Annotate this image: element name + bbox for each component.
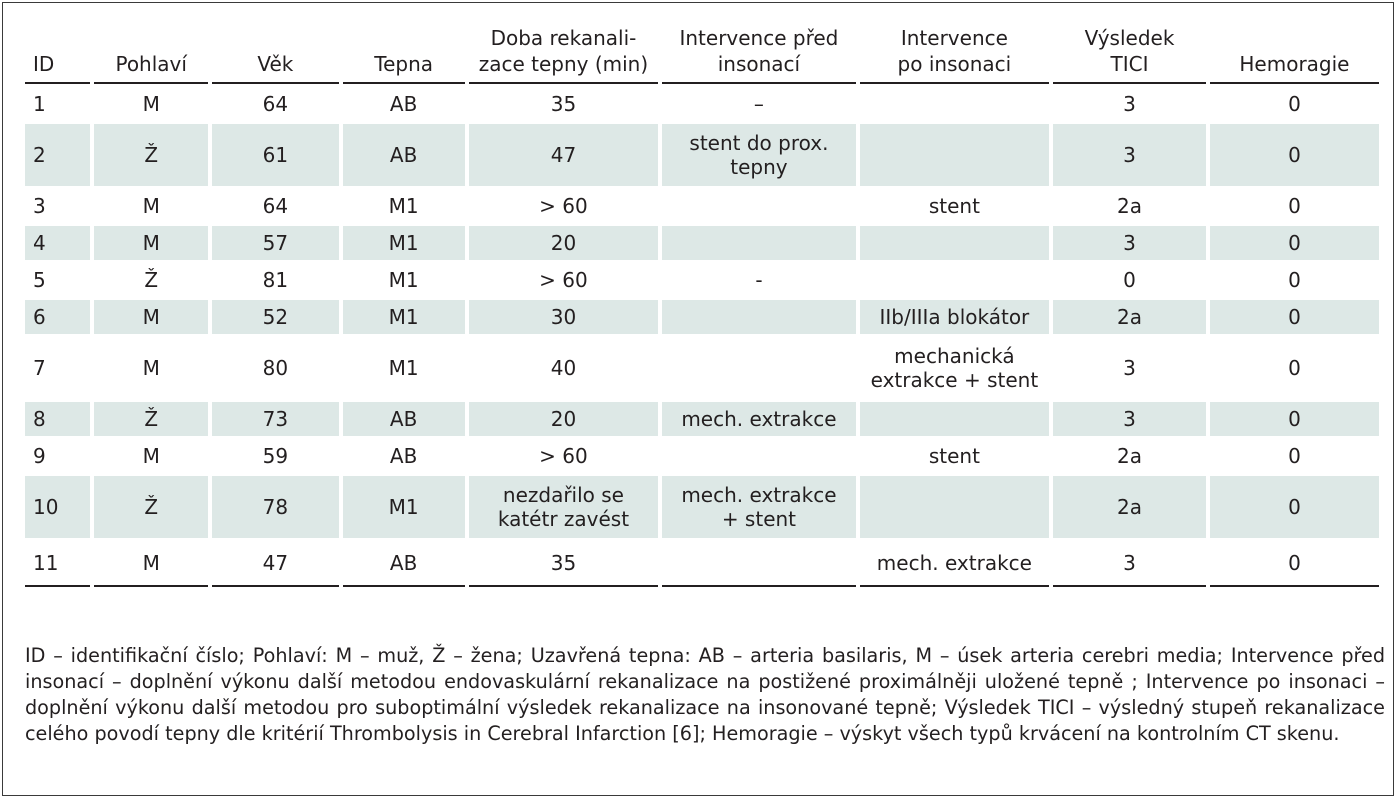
header-row <box>25 21 1379 84</box>
cell-line: + stent <box>721 507 797 531</box>
cell-id: 2 <box>25 121 90 186</box>
cell-line: mech. extrakce <box>681 407 837 431</box>
cell-sex: M <box>94 436 208 473</box>
header-line: Doba rekanali- <box>490 26 637 50</box>
cell-hemorrhage: 0 <box>1210 121 1379 186</box>
cell-id: 10 <box>25 473 90 538</box>
cell-tici: 2a <box>1053 436 1206 473</box>
cell-recanalization-time <box>469 538 658 587</box>
cell-hemorrhage: 0 <box>1210 334 1379 399</box>
cell-line: – <box>753 92 764 116</box>
cell-tici: 2a <box>1053 473 1206 538</box>
table-footnote: ID – identifikační číslo; Pohlaví: M – muž, Ž – žena; Uzavřená tepna: AB – arteria basilaris, M – úsek arteria cerebri media; Intervence před insonací – doplnění výkonu další metodou endovaskulární rekanalizace na postižené proximálněji uložené tepně ; Intervence po insonaci – doplnění výkonu další metodou pro suboptimální výsledek rekanalizace na insonované tepně; Výsledek TICI – výsledný stupeň rekanalizace celého povodí tepny dle kritérií Thrombolysis in Cerebral Infarction [6]; Hemoragie – výskyt všech typů krvácení na kontrolním CT skenu. <box>25 644 1385 745</box>
header-line: zace tepny (min) <box>478 52 649 76</box>
cell-id: 5 <box>25 260 90 297</box>
table-frame <box>2 2 1394 796</box>
cell-sex: Ž <box>94 399 208 436</box>
header-line: Intervence <box>900 26 1008 50</box>
cell-tici: 0 <box>1053 260 1206 297</box>
cell-artery: AB <box>343 121 465 186</box>
cell-recanalization-time <box>469 121 658 186</box>
table-header <box>25 21 1379 84</box>
cell-recanalization-time <box>469 473 658 538</box>
cell-recanalization-time <box>469 84 658 121</box>
cell-intervention-before <box>662 186 856 223</box>
header-artery <box>343 21 465 84</box>
cell-tici: 3 <box>1053 334 1206 399</box>
cell-id: 4 <box>25 223 90 260</box>
header-recanalization-time <box>469 21 658 84</box>
cell-line: 20 <box>550 231 577 255</box>
cell-hemorrhage: 0 <box>1210 186 1379 223</box>
cell-id: 9 <box>25 436 90 473</box>
table-row <box>25 334 1379 399</box>
cell-tici: 3 <box>1053 223 1206 260</box>
cell-sex: M <box>94 334 208 399</box>
header-line: ID <box>33 52 55 76</box>
cell-line: stent <box>928 444 980 468</box>
cell-age: 64 <box>212 84 338 121</box>
cell-line: stent <box>928 194 980 218</box>
cell-intervention-after <box>860 121 1049 186</box>
table-row <box>25 223 1379 260</box>
cell-artery: AB <box>343 538 465 587</box>
cell-intervention-after <box>860 436 1049 473</box>
cell-line: > 60 <box>539 444 588 468</box>
cell-recanalization-time <box>469 186 658 223</box>
cell-intervention-after <box>860 334 1049 399</box>
header-sex <box>94 21 208 84</box>
table-row <box>25 121 1379 186</box>
cell-intervention-before <box>662 121 856 186</box>
cell-age: 80 <box>212 334 338 399</box>
cell-artery: AB <box>343 84 465 121</box>
table-row <box>25 473 1379 538</box>
header-intervention-after <box>860 21 1049 84</box>
cell-line: mech. extrakce <box>876 551 1032 575</box>
cell-intervention-before <box>662 399 856 436</box>
table-row <box>25 399 1379 436</box>
cell-intervention-after <box>860 186 1049 223</box>
cell-intervention-before <box>662 297 856 334</box>
cell-line: tepny <box>730 155 788 179</box>
cell-line: 35 <box>550 551 577 575</box>
cell-id: 6 <box>25 297 90 334</box>
header-line: Pohlaví <box>115 52 187 76</box>
header-line: insonací <box>717 52 801 76</box>
cell-age: 64 <box>212 186 338 223</box>
cell-age: 61 <box>212 121 338 186</box>
table-row <box>25 297 1379 334</box>
table-row <box>25 538 1379 587</box>
cell-intervention-after <box>860 399 1049 436</box>
cell-age: 47 <box>212 538 338 587</box>
cell-line: extrakce + stent <box>870 368 1039 392</box>
cell-age: 81 <box>212 260 338 297</box>
cell-line: 40 <box>550 356 577 380</box>
header-hemorrhage <box>1210 21 1379 84</box>
cell-line: 30 <box>550 305 577 329</box>
results-table <box>21 21 1383 587</box>
cell-recanalization-time <box>469 399 658 436</box>
cell-intervention-before <box>662 538 856 587</box>
cell-line: 20 <box>550 407 577 431</box>
cell-intervention-after <box>860 473 1049 538</box>
cell-recanalization-time <box>469 260 658 297</box>
cell-id: 11 <box>25 538 90 587</box>
cell-tici: 3 <box>1053 538 1206 587</box>
cell-intervention-after <box>860 223 1049 260</box>
cell-intervention-after <box>860 260 1049 297</box>
cell-sex: M <box>94 223 208 260</box>
cell-artery: M1 <box>343 260 465 297</box>
cell-line: - <box>755 268 763 292</box>
cell-intervention-before <box>662 473 856 538</box>
cell-intervention-before <box>662 84 856 121</box>
header-tici <box>1053 21 1206 84</box>
cell-line: > 60 <box>539 194 588 218</box>
cell-hemorrhage: 0 <box>1210 223 1379 260</box>
cell-id: 3 <box>25 186 90 223</box>
cell-artery: M1 <box>343 334 465 399</box>
header-line: TICI <box>1110 52 1149 76</box>
cell-intervention-after <box>860 297 1049 334</box>
cell-sex: M <box>94 297 208 334</box>
header-line: Výsledek <box>1084 26 1175 50</box>
cell-artery: M1 <box>343 223 465 260</box>
cell-recanalization-time <box>469 334 658 399</box>
cell-tici: 2a <box>1053 186 1206 223</box>
table-row <box>25 84 1379 121</box>
cell-tici: 3 <box>1053 84 1206 121</box>
cell-hemorrhage: 0 <box>1210 538 1379 587</box>
cell-line: 35 <box>550 92 577 116</box>
cell-hemorrhage: 0 <box>1210 84 1379 121</box>
cell-recanalization-time <box>469 297 658 334</box>
cell-artery: M1 <box>343 473 465 538</box>
cell-sex: Ž <box>94 473 208 538</box>
header-line: Tepna <box>374 52 433 76</box>
header-line: Hemoragie <box>1239 52 1350 76</box>
cell-sex: Ž <box>94 121 208 186</box>
cell-age: 59 <box>212 436 338 473</box>
cell-artery: M1 <box>343 297 465 334</box>
header-id <box>25 21 90 84</box>
cell-artery: M1 <box>343 186 465 223</box>
table-body <box>25 84 1379 587</box>
table-row <box>25 436 1379 473</box>
cell-sex: M <box>94 84 208 121</box>
cell-intervention-before <box>662 334 856 399</box>
cell-intervention-before <box>662 436 856 473</box>
header-line: Věk <box>257 52 294 76</box>
cell-intervention-after <box>860 538 1049 587</box>
cell-line: mech. extrakce <box>681 483 837 507</box>
cell-recanalization-time <box>469 436 658 473</box>
cell-id: 8 <box>25 399 90 436</box>
cell-id: 1 <box>25 84 90 121</box>
cell-line: IIb/IIIa blokátor <box>879 305 1030 329</box>
cell-age: 52 <box>212 297 338 334</box>
cell-tici: 3 <box>1053 399 1206 436</box>
cell-recanalization-time <box>469 223 658 260</box>
cell-line: katétr zavést <box>497 507 630 531</box>
cell-age: 73 <box>212 399 338 436</box>
cell-sex: Ž <box>94 260 208 297</box>
cell-sex: M <box>94 538 208 587</box>
header-line: Intervence před <box>679 26 839 50</box>
cell-line: 47 <box>550 143 577 167</box>
cell-hemorrhage: 0 <box>1210 297 1379 334</box>
table-row <box>25 260 1379 297</box>
cell-artery: AB <box>343 436 465 473</box>
header-intervention-before <box>662 21 856 84</box>
cell-intervention-after <box>860 84 1049 121</box>
cell-line: > 60 <box>539 268 588 292</box>
header-age <box>212 21 338 84</box>
table-row <box>25 186 1379 223</box>
cell-age: 78 <box>212 473 338 538</box>
cell-age: 57 <box>212 223 338 260</box>
cell-hemorrhage: 0 <box>1210 399 1379 436</box>
cell-hemorrhage: 0 <box>1210 260 1379 297</box>
cell-intervention-before <box>662 223 856 260</box>
cell-artery: AB <box>343 399 465 436</box>
cell-line: stent do prox. <box>689 131 829 155</box>
cell-intervention-before <box>662 260 856 297</box>
cell-tici: 2a <box>1053 297 1206 334</box>
cell-tici: 3 <box>1053 121 1206 186</box>
cell-line: mechanická <box>894 344 1015 368</box>
cell-id: 7 <box>25 334 90 399</box>
header-line: po insonaci <box>897 52 1012 76</box>
cell-line: nezdařilo se <box>502 483 624 507</box>
cell-hemorrhage: 0 <box>1210 473 1379 538</box>
cell-sex: M <box>94 186 208 223</box>
cell-hemorrhage: 0 <box>1210 436 1379 473</box>
